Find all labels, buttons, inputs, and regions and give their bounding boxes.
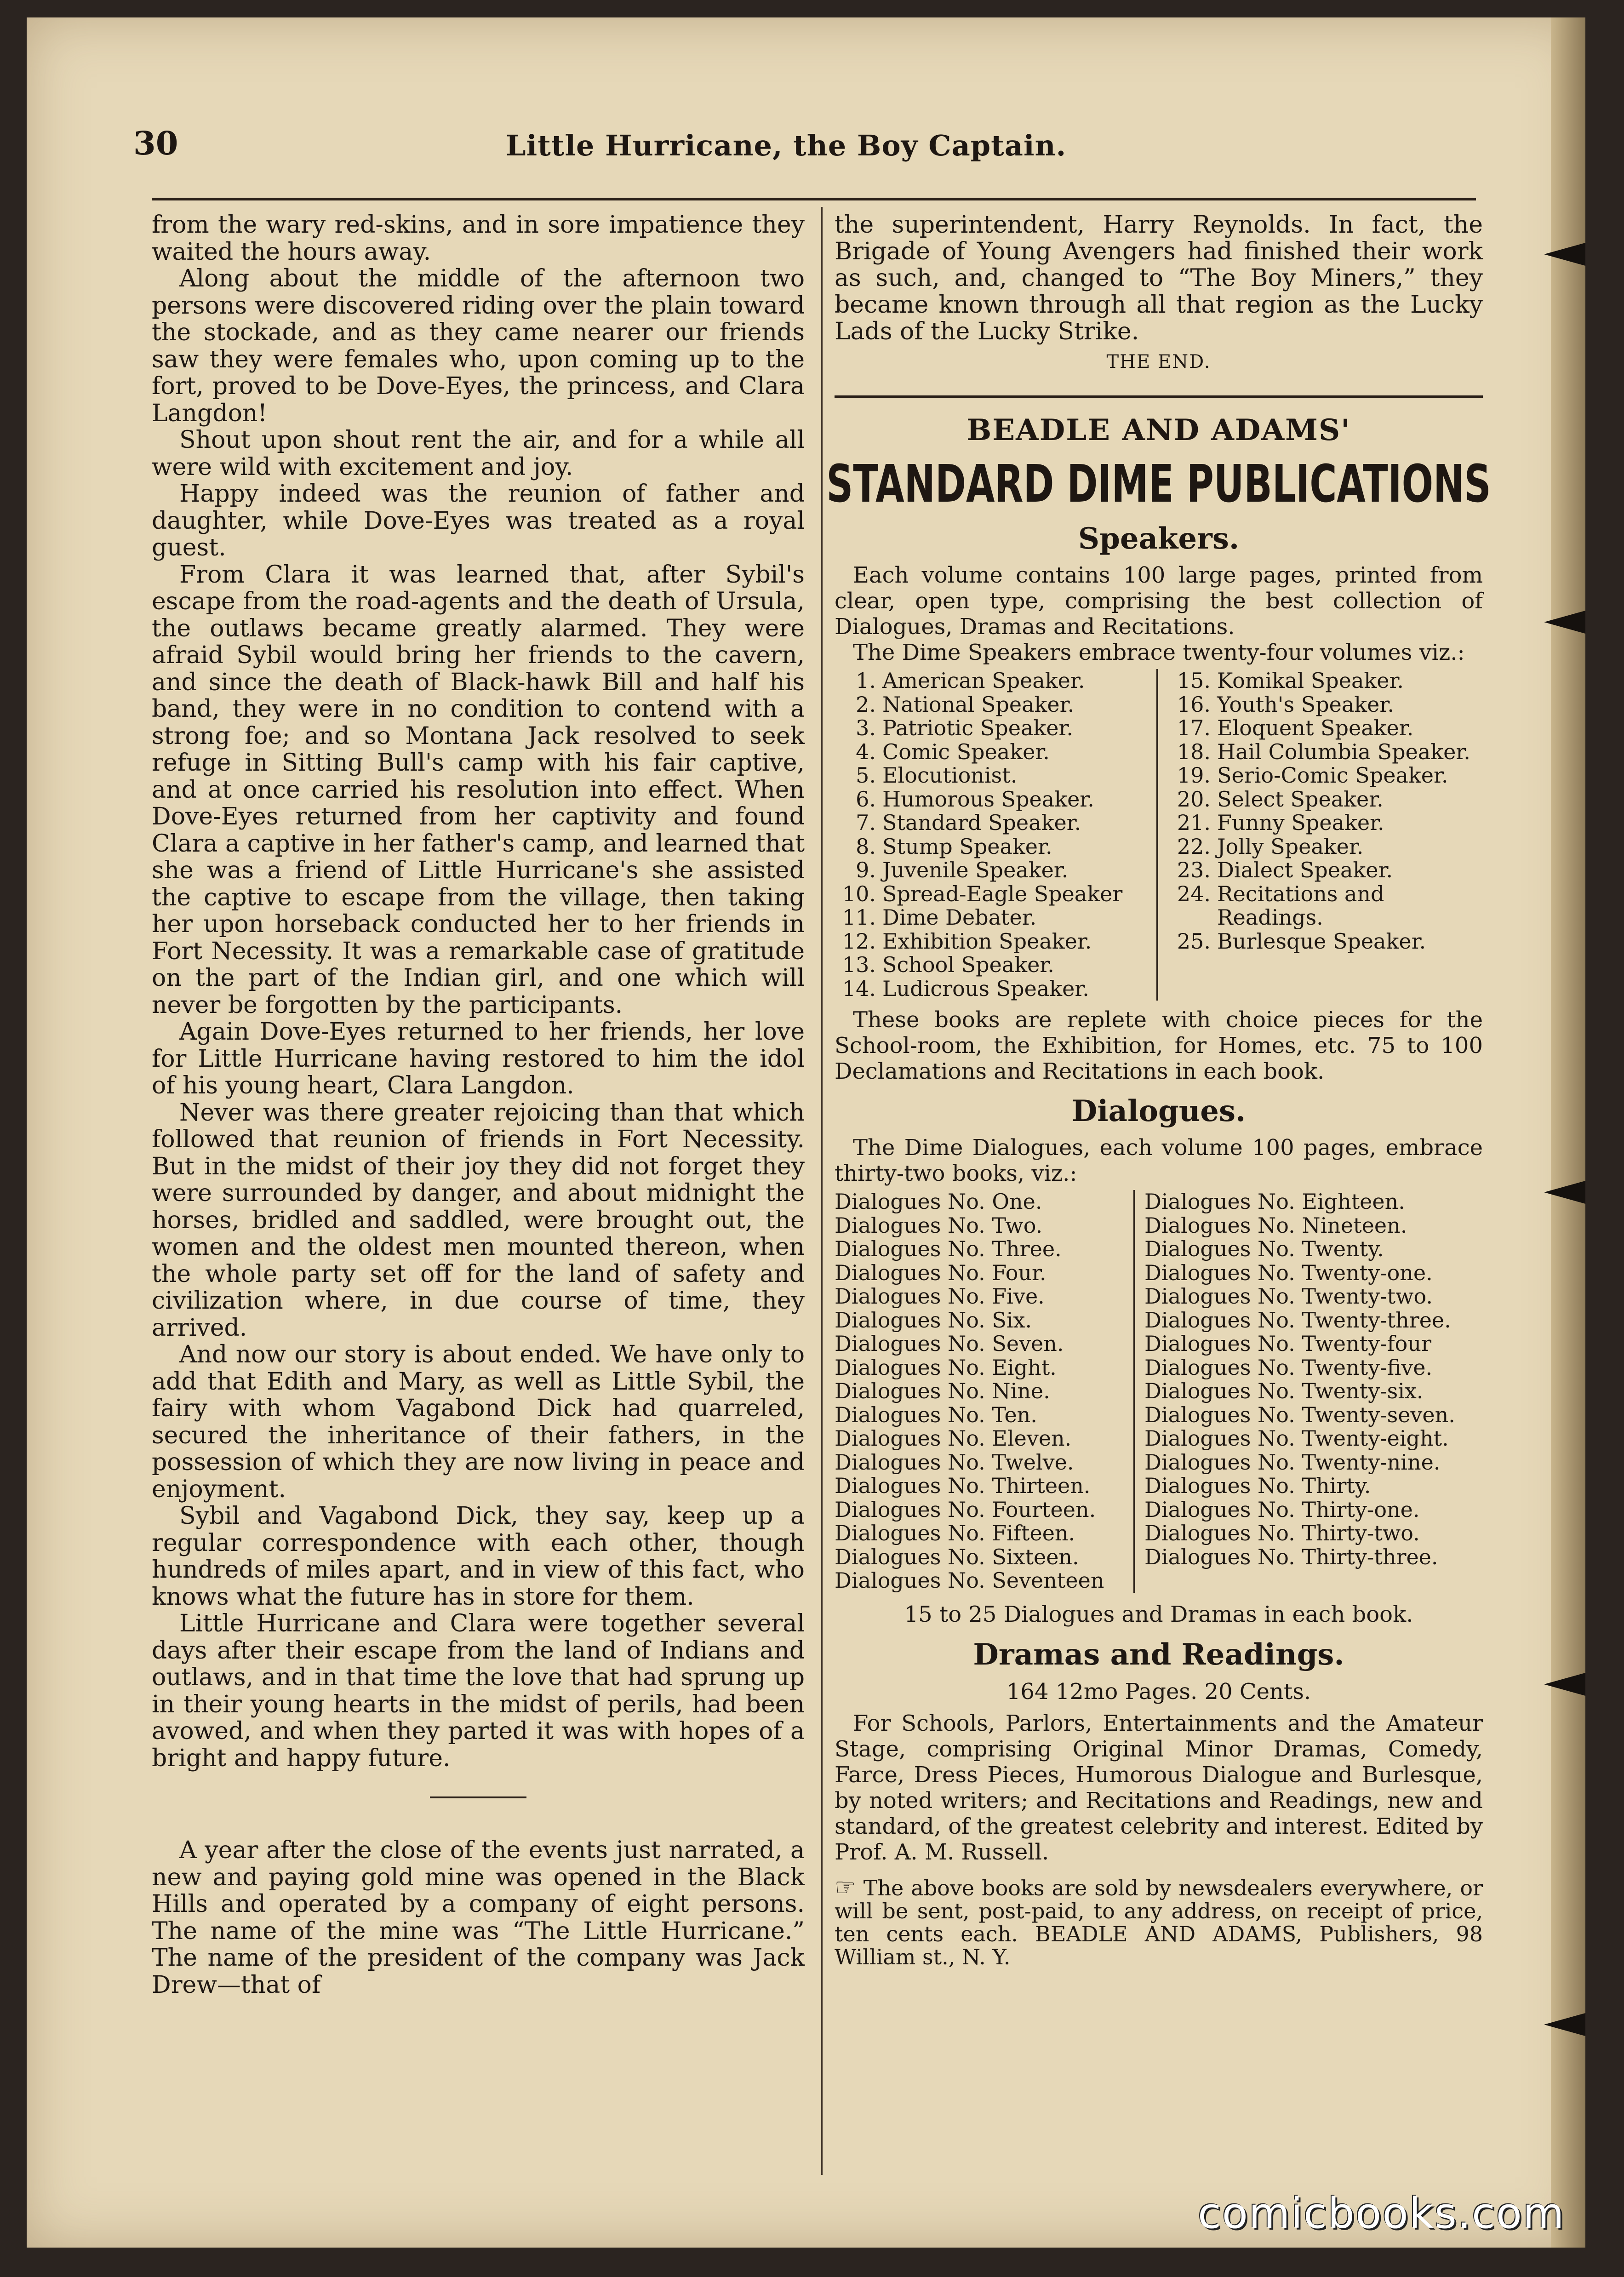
dialogue-volume: Dialogues No. Fourteen. <box>835 1497 1096 1522</box>
volume-title: Spread-Eagle Speaker <box>882 881 1123 906</box>
dialogue-volume: Dialogues No. Five. <box>835 1284 1045 1309</box>
story-paragraph: Shout upon shout rent the air, and for a while all were wild with excitement and joy. <box>152 426 805 481</box>
story-paragraph: From Clara it was learned that, after Sybil's escape from the road-agents and the death of Ursula, the outlaws became greatly alarmed. They were afraid Sybil would bring her friends to the cavern, and since the death of Black-hawk Bill and half his band, they were in no condition to contend with a strong foe; and so Montana Jack resolved to seek refuge in Sitting Bull's camp with his fair captive, and at once carried his resolution into effect. When Dove-Eyes returned from her captivity and found Clara a captive in her father's camp, and learned that she was a friend of Little Hurricane's she assisted the captive to escape from the village, then taking her upon horseback conducted her to her friends in Fort Necessity. It was a remarkable case of gratitude on the part of the Indian girl, and one which will never be forgotten by the participants. <box>152 561 805 1019</box>
volume-title: Youth's Speaker. <box>1217 692 1394 717</box>
dialogue-volume: Dialogues No. Twenty-nine. <box>1144 1449 1441 1475</box>
ad-publisher-heading: BEADLE AND ADAMS' <box>966 413 1351 447</box>
volume-number: 7. <box>856 810 876 835</box>
running-title: Little Hurricane, the Boy Captain. <box>506 129 1067 162</box>
speaker-volume <box>1169 930 1483 954</box>
volume-number: 14. <box>842 976 876 1001</box>
volume-number: 20. <box>1177 786 1211 812</box>
dialogue-volume: Dialogues No. Four. <box>835 1260 1046 1285</box>
speaker-volume <box>1169 858 1483 882</box>
speaker-volume <box>1169 669 1483 693</box>
volume-title: School Speaker. <box>882 952 1054 977</box>
speaker-volume <box>835 716 1152 740</box>
volume-number: 21. <box>1177 810 1211 835</box>
dialogue-volume: Dialogues No. Six. <box>835 1307 1032 1333</box>
speaker-volume <box>1169 788 1483 812</box>
volume-title: Recitations and Readings. <box>1217 881 1384 930</box>
volume-title: Exhibition Speaker. <box>882 928 1092 954</box>
volume-title: Komikal Speaker. <box>1217 668 1404 693</box>
speakers-footer: These books are replete with choice pieces for the School-room, the Exhibition, for Homes, etc. 75 to 100 Declamations and Recitations in each book. <box>835 1007 1483 1084</box>
pointing-hand-icon: ☞ <box>835 1873 856 1901</box>
volume-title: Eloquent Speaker. <box>1217 715 1414 740</box>
volume-number: 23. <box>1177 858 1211 882</box>
volume-number: 15. <box>1177 668 1211 693</box>
speaker-volume <box>835 977 1152 1001</box>
section-separator <box>430 1796 526 1798</box>
volume-number: 9. <box>856 858 876 882</box>
story-paragraph: from the wary red-skins, and in sore impatience they waited the hours away. <box>152 211 805 266</box>
dialogue-volume: Dialogues No. Twelve. <box>835 1449 1074 1475</box>
dialogue-volume: Dialogues No. Thirteen. <box>835 1473 1091 1498</box>
story-paragraph: Little Hurricane and Clara were together several days after their escape from the land of Indians and outlaws, and in that time the love that had sprung up in their young hearts in the midst of perils, had been avowed, and when they parted it was with hopes of a bright and happy future. <box>152 1610 805 1772</box>
dialogue-volume: Dialogues No. Thirty-three. <box>1144 1544 1438 1569</box>
dialogue-volume: Dialogues No. Twenty-seven. <box>1144 1402 1455 1427</box>
dialogue-volume: Dialogues No. Twenty-one. <box>1144 1260 1433 1285</box>
speakers-list-left <box>835 669 1158 1001</box>
dialogue-volume: Dialogues No. Thirty-one. <box>1144 1497 1420 1522</box>
speaker-volume <box>835 930 1152 954</box>
speaker-volume <box>835 788 1152 812</box>
dialogues-footer: 15 to 25 Dialogues and Dramas in each book. <box>904 1601 1413 1627</box>
volume-number: 6. <box>856 786 876 812</box>
header-rule <box>152 198 1476 200</box>
dialogue-volume: Dialogues No. Twenty-three. <box>1144 1307 1451 1333</box>
volume-number: 3. <box>856 715 876 740</box>
speaker-volume <box>835 882 1152 906</box>
volume-title: Patriotic Speaker. <box>882 715 1074 740</box>
story-paragraph: And now our story is about ended. We have only to add that Edith and Mary, as well as Little Sybil, the fairy with whom Vagabond Dick had quarreled, secured the inheritance of their fathers, in the possession of which they are now living in peace and enjoyment. <box>152 1341 805 1503</box>
publisher-address: BEADLE AND ADAMS, Publishers, 98 William st., N. Y. <box>835 1921 1483 1969</box>
volume-title: Comic Speaker. <box>882 739 1050 764</box>
dramas-heading: Dramas and Readings. <box>973 1637 1344 1672</box>
speaker-volume <box>1169 740 1483 764</box>
volume-title: Elocutionist. <box>882 763 1018 788</box>
volume-title: Select Speaker. <box>1217 786 1384 812</box>
dialogue-volume: Dialogues No. Seventeen <box>835 1568 1104 1593</box>
dialogue-volume: Dialogues No. Twenty-eight. <box>1144 1426 1449 1451</box>
volume-title: Jolly Speaker. <box>1217 834 1364 859</box>
speaker-volume <box>1169 764 1483 788</box>
dialogues-list <box>835 1190 1483 1593</box>
volume-title: Serio-Comic Speaker. <box>1217 763 1448 788</box>
dialogue-volume: Dialogues No. One. <box>835 1189 1042 1214</box>
volume-title: Ludicrous Speaker. <box>882 976 1089 1001</box>
dialogues-list-right <box>1135 1190 1483 1593</box>
dialogue-volume: Dialogues No. Sixteen. <box>835 1544 1079 1569</box>
dialogue-volume: Dialogues No. Twenty-two. <box>1144 1284 1433 1309</box>
dialogue-volume: Dialogues No. Thirty. <box>1144 1473 1371 1498</box>
advertisement-column <box>826 211 1491 1969</box>
volume-title: Burlesque Speaker. <box>1217 928 1426 954</box>
dialogue-volume: Dialogues No. Twenty-six. <box>1144 1379 1424 1403</box>
speaker-volume <box>1169 811 1483 835</box>
speakers-intro: Each volume contains 100 large pages, printed from clear, open type, comprising the best collection of Dialogues, Dramas and Recitations. <box>835 562 1483 640</box>
volume-number: 16. <box>1177 692 1211 717</box>
volume-number: 13. <box>842 952 876 977</box>
dialogue-volume: Dialogues No. Seven. <box>835 1331 1064 1356</box>
volume-title: Hail Columbia Speaker. <box>1217 739 1470 764</box>
the-end-label: THE END. <box>1106 351 1211 372</box>
volume-number: 4. <box>856 739 876 764</box>
speakers-list <box>835 669 1483 1001</box>
dialogue-volume: Dialogues No. Eleven. <box>835 1426 1072 1451</box>
speaker-volume <box>835 858 1152 882</box>
dialogue-volume: Dialogues No. Twenty-five. <box>1144 1355 1433 1380</box>
dramas-body: For Schools, Parlors, Entertainments and the Amateur Stage, comprising Original Minor Dramas, Comedy, Farce, Dress Pieces, Humorous Dialogue and Burlesque, by noted writers; and Recitations and Readings, new and standard, of the greatest celebrity and interest. Edited by Prof. A. M. Russell. <box>835 1710 1483 1865</box>
ordering-notice <box>835 1873 1483 1969</box>
story-column <box>152 212 805 1998</box>
volume-title: Standard Speaker. <box>882 810 1081 835</box>
volume-number: 17. <box>1177 715 1211 740</box>
speaker-volume <box>835 693 1152 717</box>
volume-title: Funny Speaker. <box>1217 810 1384 835</box>
volume-number: 5. <box>856 763 876 788</box>
volume-number: 24. <box>1177 881 1211 906</box>
volume-number: 8. <box>856 834 876 859</box>
speakers-list-right <box>1158 669 1483 1001</box>
speaker-volume <box>1169 716 1483 740</box>
notice-text: The above books are sold by newsdealers everywhere, or will be sent, post-paid, to any address, on receipt of price, ten cents each. <box>835 1875 1483 1946</box>
ad-rule <box>835 395 1483 398</box>
dialogues-list-left <box>835 1190 1135 1593</box>
speakers-intro-2: The Dime Speakers embrace twenty-four volumes viz.: <box>853 640 1465 665</box>
speaker-volume <box>835 835 1152 859</box>
dialogue-volume: Dialogues No. Twenty. <box>1144 1236 1384 1261</box>
dialogue-volume: Dialogues No. Fifteen. <box>835 1521 1075 1545</box>
column-divider <box>821 207 823 2175</box>
dialogue-volume: Dialogues No. Eight. <box>835 1355 1057 1380</box>
story-paragraph: Again Dove-Eyes returned to her friends, her love for Little Hurricane having restored to him the idol of his young heart, Clara Langdon. <box>152 1018 805 1099</box>
volume-title: Dialect Speaker. <box>1217 858 1393 882</box>
dialogue-volume: Dialogues No. Nine. <box>835 1379 1050 1403</box>
dramas-subheading: 164 12mo Pages. 20 Cents. <box>1006 1678 1311 1705</box>
dialogue-volume: Dialogues No. Three. <box>835 1236 1062 1261</box>
volume-title: Humorous Speaker. <box>882 786 1094 812</box>
volume-number: 25. <box>1177 928 1211 954</box>
watermark: comicbooks.com <box>1198 2189 1565 2238</box>
speaker-volume <box>835 764 1152 788</box>
dialogue-volume: Dialogues No. Thirty-two. <box>1144 1521 1420 1545</box>
speakers-heading: Speakers. <box>1078 521 1240 556</box>
story-paragraph: Along about the middle of the afternoon two persons were discovered riding over the plain toward the stockade, and as they came nearer our friends saw they were females who, upon coming up to the fort, proved to be Dove-Eyes, the princess, and Clara Langdon! <box>152 265 805 427</box>
volume-title: Dime Debater. <box>882 905 1037 930</box>
dialogues-intro: The Dime Dialogues, each volume 100 pages, embrace thirty-two books, viz.: <box>835 1135 1483 1186</box>
dialogue-volume: Dialogues No. Two. <box>835 1213 1043 1238</box>
speaker-volume <box>835 740 1152 764</box>
page-number: 30 <box>133 124 178 162</box>
epilogue-paragraph: A year after the close of the events just narrated, a new and paying gold mine was opened in the Black Hills and operated by a company of eight persons. The name of the mine was “The Little Hurricane.” The name of the president of the company was Jack Drew—that of <box>152 1836 805 1999</box>
story-paragraph: Happy indeed was the reunion of father and daughter, while Dove-Eyes was treated as a royal guest. <box>152 480 805 561</box>
speaker-volume <box>835 811 1152 835</box>
dialogue-volume: Dialogues No. Ten. <box>835 1402 1037 1427</box>
speaker-volume <box>1169 882 1483 930</box>
volume-number: 22. <box>1177 834 1211 859</box>
story-paragraph: Sybil and Vagabond Dick, they say, keep up a regular correspondence with each other, though hundreds of miles apart, and in view of this fact, who knows what the future has in store for them. <box>152 1502 805 1611</box>
volume-number: 19. <box>1177 763 1211 788</box>
volume-number: 1. <box>856 668 876 693</box>
volume-title: National Speaker. <box>882 692 1075 717</box>
volume-number: 2. <box>856 692 876 717</box>
ad-title: STANDARD DIME PUBLICATIONS <box>826 454 1491 514</box>
volume-number: 10. <box>842 881 876 906</box>
story-paragraph: Never was there greater rejoicing than that which followed that reunion of friends in Fort Necessity. But in the midst of their joy they did not forget they were surrounded by danger, and about midnight the horses, bridled and saddled, were brought out, the women and the oldest men mounted thereon, when the whole party set off for the land of safety and civilization where, in due course of time, they arrived. <box>152 1098 805 1342</box>
dialogue-volume: Dialogues No. Eighteen. <box>1144 1189 1405 1214</box>
volume-number: 12. <box>842 928 876 954</box>
speaker-volume <box>1169 693 1483 717</box>
speaker-volume <box>1169 835 1483 859</box>
dialogue-volume: Dialogues No. Twenty-four <box>1144 1331 1431 1356</box>
page-spine <box>1551 17 1585 2248</box>
story-conclusion: the superintendent, Harry Reynolds. In fact, the Brigade of Young Avengers had finished their work as such, and, changed to “The Boy Miners,” they became known through all that region as the Lucky Lads of the Lucky Strike. <box>835 211 1483 345</box>
speaker-volume <box>835 953 1152 977</box>
volume-title: American Speaker. <box>882 668 1085 693</box>
volume-number: 11. <box>842 905 876 930</box>
speaker-volume <box>835 669 1152 693</box>
speaker-volume <box>835 906 1152 930</box>
volume-title: Juvenile Speaker. <box>882 858 1069 882</box>
dialogues-heading: Dialogues. <box>1071 1094 1246 1128</box>
volume-title: Stump Speaker. <box>882 834 1052 859</box>
volume-number: 18. <box>1177 739 1211 764</box>
dialogue-volume: Dialogues No. Nineteen. <box>1144 1213 1407 1238</box>
